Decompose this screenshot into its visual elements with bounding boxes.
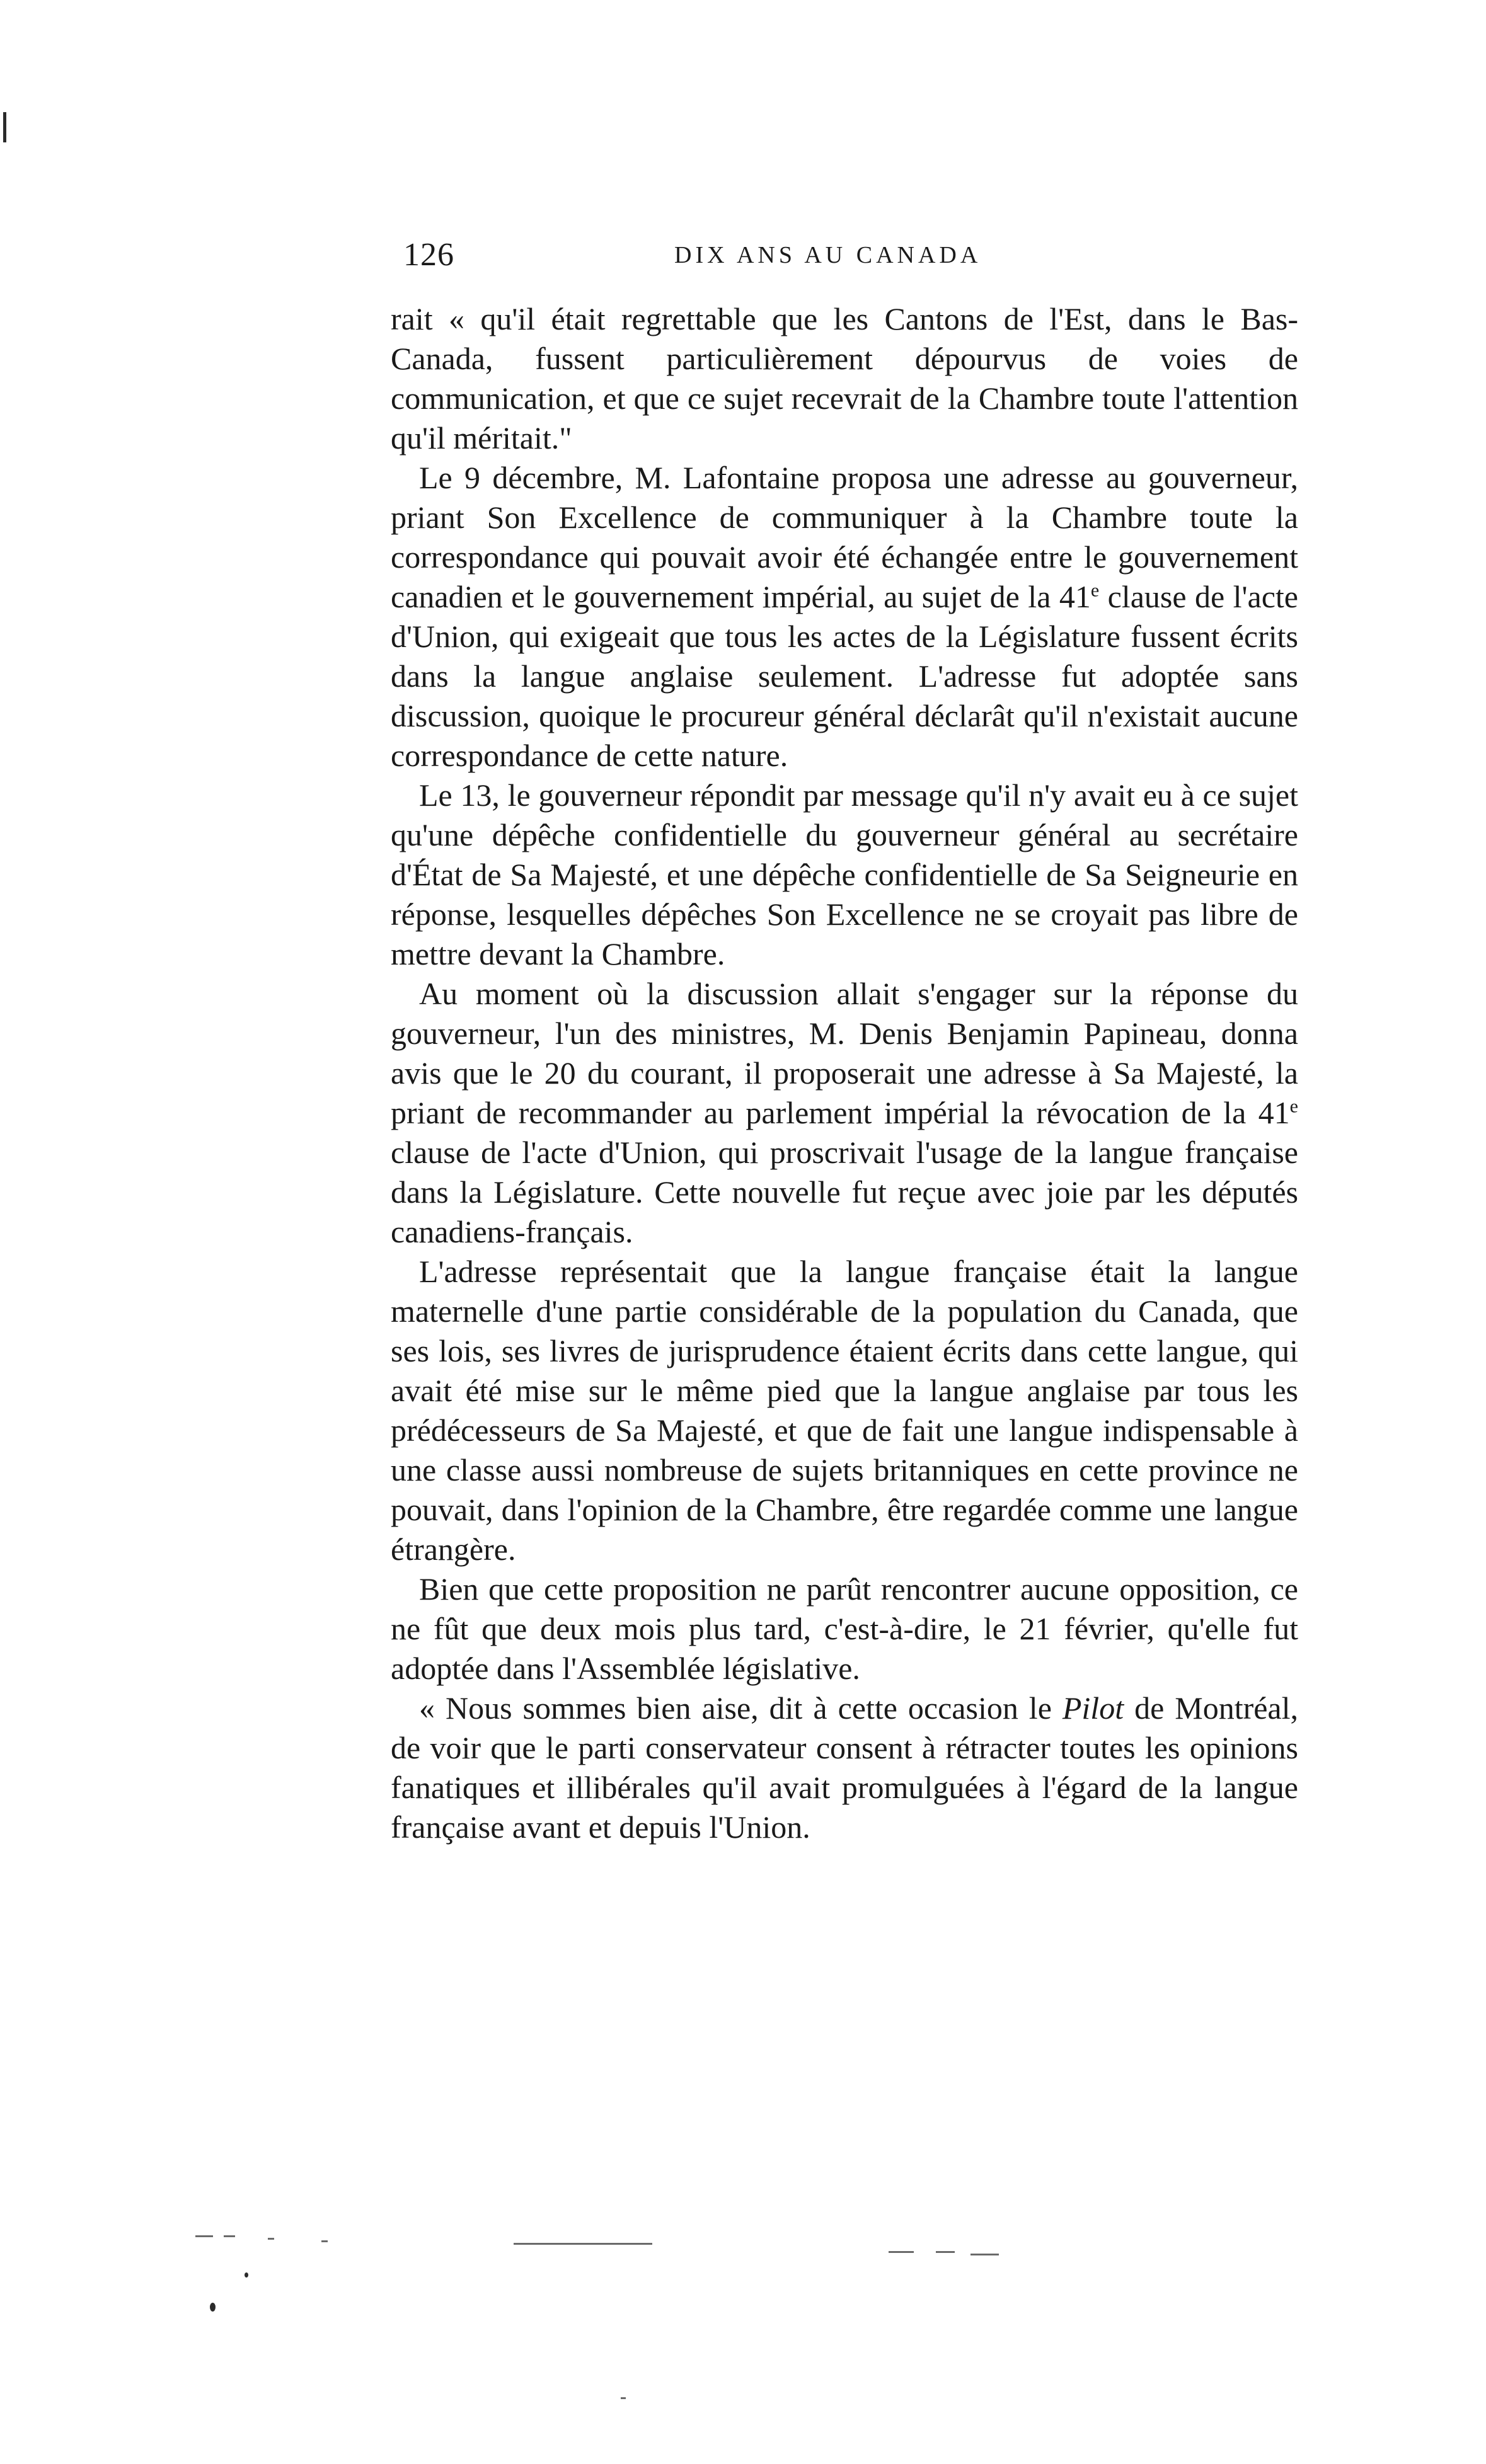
- paragraph-text: L'adresse représentait que la langue française était la langue maternelle d'une partie considérable de la population du Canada, que ses lois, ses livres de jurisprudence étaient écrits dans cette langue, qui avait été mise sur le même pied que la langue anglaise par tous les prédécesseurs de Sa Majesté, et que de fait une langue indispensable à une classe aussi nombreuse de sujets britanniques en cette province ne pouvait, dans l'opinion de la Chambre, être regardée comme une langue étrangère.: [391, 1254, 1298, 1567]
- page-number: 126: [403, 237, 454, 273]
- paragraph-1: [391, 299, 1298, 458]
- paragraph-2: [391, 458, 1298, 776]
- scan-dash: [321, 2240, 328, 2242]
- newspaper-title: Pilot: [1062, 1690, 1124, 1726]
- scan-dash: [621, 2397, 626, 2399]
- scan-dash: [195, 2235, 213, 2237]
- paragraph-text: Le 9 décembre, M. Lafontaine proposa une adresse au gouverneur, priant Son Excellence de communiquer à la Chambre toute la correspondance qui pouvait avoir été échangée entre le gouvernement canadien et le gouvernement impérial, au sujet de la 41: [391, 460, 1298, 614]
- paragraph-text: clause de l'acte d'Union, qui proscrivait l'usage de la langue française dans la Législature. Cette nouvelle fut reçue avec joie par les députés canadiens-français.: [391, 1135, 1298, 1249]
- scan-dash: [514, 2243, 652, 2245]
- paragraph-3: [391, 776, 1298, 974]
- scan-dash: [268, 2238, 274, 2240]
- body-text: [391, 299, 1298, 1847]
- scan-dot: [210, 2303, 216, 2312]
- page-header: [403, 236, 1298, 274]
- paragraph-5: [391, 1252, 1298, 1569]
- running-title: DIX ANS AU CANADA: [674, 242, 982, 268]
- scan-mark: [3, 112, 6, 142]
- paragraph-text: clause de l'acte d'Union, qui exigeait que tous les actes de la Législature fussent écrits dans la langue anglaise seulement. L'adresse fut adoptée sans discussion, quoique le procureur général déclarât qu'il n'existait aucune correspondance de cette nature.: [391, 579, 1298, 773]
- paragraph-text: rait « qu'il était regrettable que les Cantons de l'Est, dans le Bas-Canada, fussent particulièrement dépourvus de voies de communication, et que ce sujet recevrait de la Chambre toute l'attention qu'il méritait.": [391, 301, 1298, 456]
- paragraph-text: « Nous sommes bien aise, dit à cette occasion le: [419, 1690, 1063, 1726]
- scan-dash: [971, 2254, 999, 2255]
- paragraph-4: [391, 974, 1298, 1252]
- scan-dash: [889, 2251, 914, 2253]
- paragraph-text: Au moment où la discussion allait s'engager sur la réponse du gouverneur, l'un des ministres, M. Denis Benjamin Papineau, donna avis que le 20 du courant, il proposerait une adresse à Sa Majesté, la priant de recommander au parlement impérial la révocation de la 41: [391, 976, 1298, 1130]
- paragraph-7: [391, 1688, 1298, 1847]
- scan-dot: [245, 2272, 248, 2278]
- scan-dash: [936, 2251, 955, 2253]
- paragraph-text: Le 13, le gouverneur répondit par message qu'il n'y avait eu à ce sujet qu'une dépêche confidentielle du gouverneur général au secrétaire d'État de Sa Majesté, et une dépêche confidentielle de Sa Seigneurie en réponse, lesquelles dépêches Son Excellence ne se croyait pas libre de mettre devant la Chambre.: [391, 777, 1298, 971]
- superscript: e: [1289, 1096, 1298, 1117]
- paragraph-text: de Montréal, de voir que le parti conservateur consent à rétracter toutes les opinions fanatiques et illibérales qu'il avait promulguées à l'égard de la langue française avant et depuis l'Union.: [391, 1690, 1299, 1845]
- paragraph-text: Bien que cette proposition ne parût rencontrer aucune opposition, ce ne fût que deux mois plus tard, c'est-à-dire, le 21 février, qu'elle fut adoptée dans l'Assemblée législative.: [391, 1571, 1298, 1686]
- scan-dash: [224, 2235, 235, 2237]
- superscript: e: [1090, 580, 1100, 601]
- paragraph-6: [391, 1569, 1298, 1688]
